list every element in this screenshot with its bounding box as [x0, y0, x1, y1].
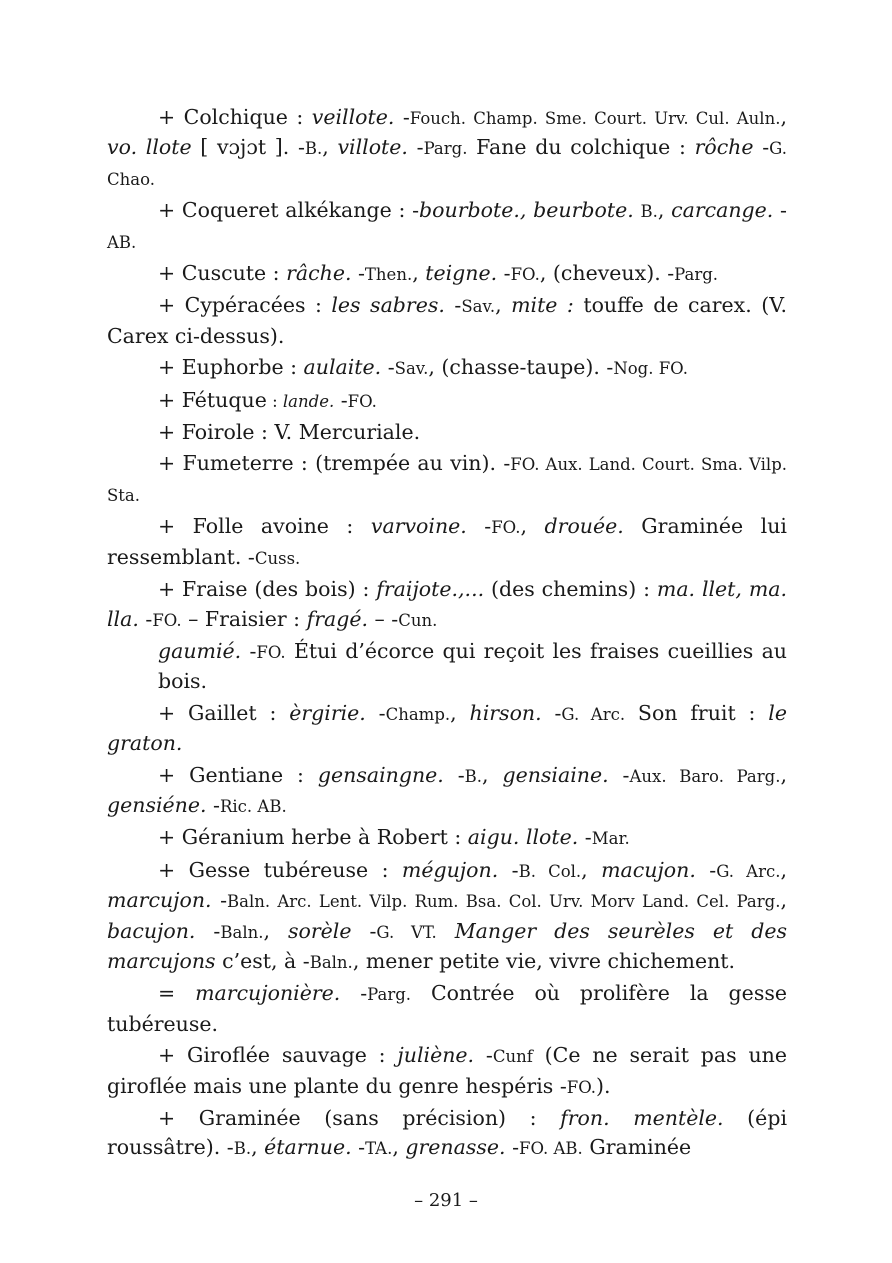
- entry-text: ,: [392, 1135, 406, 1160]
- dialect-term: fron. mentèle.: [560, 1106, 724, 1130]
- entry-folle-avoine: [107, 512, 787, 573]
- entry-text: Graminée: [582, 1135, 692, 1160]
- source-abbrev: AB.: [107, 232, 137, 252]
- entry-text: -: [206, 792, 220, 817]
- source-abbrev: B. Col.: [518, 861, 582, 881]
- entry-cyperacees: [107, 291, 787, 351]
- entry-text: -: [351, 918, 377, 943]
- entry-text: + Euphorbe :: [158, 355, 304, 380]
- entry-text: ,: [780, 105, 787, 129]
- dialect-term: fraijote.,...: [376, 577, 485, 602]
- dialect-term: mégujon.: [401, 857, 499, 882]
- entry-graminee: [107, 1104, 787, 1164]
- entry-text: ,: [263, 918, 288, 943]
- entry-text: + Cypéracées :: [158, 293, 332, 318]
- entry-text: ,: [482, 762, 503, 787]
- dialect-term: aigu. llote.: [467, 825, 579, 850]
- source-abbrev: G. Arc.: [561, 704, 626, 724]
- dialect-term: bacujon.: [107, 918, 196, 943]
- dialect-term: carcange.: [671, 198, 774, 223]
- source-abbrev: Cun.: [398, 610, 438, 630]
- entry-text: + Fraise (des bois) :: [158, 577, 377, 602]
- dialect-term: veillote.: [311, 105, 395, 129]
- entry-text: -: [241, 638, 257, 663]
- entry-text: + Coqueret alkékange : -: [158, 198, 420, 223]
- source-abbrev: FO.: [347, 391, 377, 411]
- entry-text: Son fruit :: [625, 700, 769, 725]
- entry-text: + Gaillet :: [158, 700, 290, 725]
- entry-euphorbe: [107, 353, 787, 383]
- dialect-term: gensiéne.: [107, 792, 207, 817]
- entry-text: -: [444, 293, 462, 318]
- entry-text: -: [407, 135, 424, 160]
- dialect-term: sorèle: [288, 918, 352, 943]
- dialect-term: ma. llet, ma. lla.: [107, 577, 787, 631]
- source-abbrev: Ric. AB.: [219, 796, 287, 816]
- entry-geranium: [107, 823, 787, 853]
- dialect-term: mite :: [511, 293, 574, 318]
- entry-text: =: [158, 981, 196, 1006]
- entry-text: -: [381, 355, 395, 380]
- source-abbrev: Baln.: [220, 922, 264, 942]
- entry-text: + Graminée (sans précision) :: [158, 1106, 561, 1130]
- source-abbrev: FO.: [566, 1077, 597, 1097]
- entry-text: -: [365, 700, 386, 725]
- entry-text: ,: [780, 857, 787, 882]
- source-abbrev: FO. Aux. Land. Court. Sma. Vilp. Sta.: [107, 455, 788, 505]
- source-abbrev: FO.: [152, 610, 182, 630]
- entry-giroflee: [107, 1041, 787, 1102]
- entry-gentiane: [107, 761, 787, 822]
- entry-text: ).: [596, 1073, 611, 1098]
- dialect-term: teigne.: [425, 261, 498, 286]
- source-abbrev: FO.: [256, 642, 286, 662]
- source-abbrev: TA.: [365, 1139, 393, 1159]
- page-number: – 291 –: [414, 1190, 478, 1211]
- source-abbrev: G. VT.: [376, 922, 437, 942]
- entry-text: ,: [495, 293, 512, 318]
- dialect-term: rôche: [694, 135, 754, 160]
- source-abbrev: Fouch. Champ. Sme. Court. Urv. Cul. Auln.: [409, 109, 781, 128]
- dialect-term: gensiaine.: [502, 762, 609, 787]
- source-abbrev: Then.: [364, 265, 413, 285]
- dialect-term: gensaingne.: [317, 762, 444, 787]
- source-abbrev: Parg.: [367, 985, 412, 1005]
- page-body: [107, 103, 787, 1166]
- entry-text: c’est, à -: [215, 948, 310, 973]
- entry-fraise: [107, 575, 787, 635]
- entry-text: ,: [450, 700, 470, 725]
- dialect-term: marcujon.: [107, 888, 212, 913]
- entry-text: , mener petite vie, vivre chichement.: [352, 948, 736, 973]
- entry-text: -: [351, 261, 365, 286]
- entry-text: [ vɔjɔt ]. -: [191, 135, 305, 160]
- entry-gesse-tubereuse: [107, 856, 787, 978]
- entry-text: -: [474, 1043, 493, 1068]
- dialect-term: aulaite.: [303, 355, 382, 380]
- source-abbrev: :: [266, 391, 283, 411]
- entry-text: ,: [780, 888, 787, 913]
- entry-cuscute: [107, 259, 787, 289]
- entry-fraise-continuation: [107, 637, 787, 697]
- entry-text: -: [578, 825, 592, 850]
- source-abbrev: FO.: [510, 265, 540, 285]
- dialect-term: fragé.: [306, 606, 369, 631]
- entry-text: -: [138, 606, 153, 631]
- entry-text: ,: [581, 857, 602, 882]
- dialect-term: étarnue.: [264, 1135, 352, 1160]
- dialect-term: juliène.: [397, 1043, 475, 1068]
- source-abbrev: B.: [464, 766, 483, 786]
- entry-text: (des chemins) :: [484, 577, 657, 602]
- source-abbrev: Aux. Baro. Parg.: [629, 766, 781, 786]
- entry-text: ,: [322, 135, 338, 160]
- entry-text: ,: [520, 514, 545, 539]
- entry-text: + Gesse tubéreuse :: [158, 857, 402, 882]
- dialect-term: drouée.: [544, 514, 624, 539]
- entry-text: + Foirole : V. Mercuriale.: [158, 420, 421, 445]
- entry-text: (Ce ne serait pas une giroflée mais une plante du genre hespéris -: [107, 1043, 788, 1098]
- entry-text: + Gentiane :: [158, 762, 318, 787]
- entry-text: + Fumeterre : (trempée au vin). -: [158, 451, 511, 476]
- dialect-term: villote.: [337, 135, 408, 160]
- entry-text: Contrée où prolifère la gesse tubéreuse.: [107, 981, 787, 1036]
- entry-text: -: [443, 762, 465, 787]
- dialect-term: Manger des seurèles et des marcujons: [107, 918, 787, 973]
- source-abbrev: Mar.: [591, 829, 630, 849]
- source-abbrev: Parg.: [674, 265, 719, 285]
- entry-text: -: [753, 135, 770, 160]
- entry-text: , (cheveux). -: [539, 261, 675, 286]
- source-abbrev: Parg.: [423, 139, 468, 159]
- entry-foirole: [107, 418, 787, 447]
- entry-text: [437, 919, 455, 943]
- entry-fetuque: [107, 386, 787, 416]
- source-abbrev: Baln. Arc. Lent. Vilp. Rum. Bsa. Col. Urv. Morv Land. Cel. Parg.: [227, 892, 781, 912]
- entry-text: – Fraisier :: [181, 606, 307, 631]
- entry-text: + Folle avoine :: [158, 514, 371, 539]
- dialect-term: vo. llote: [107, 135, 192, 160]
- entry-text: -: [505, 1135, 519, 1160]
- dialect-term: macujon.: [601, 857, 696, 882]
- entry-text: -: [351, 1135, 366, 1160]
- entry-text: touffe de carex. (V. Carex ci-dessus).: [107, 293, 787, 348]
- entry-text: – -: [368, 606, 399, 631]
- entry-text: Graminée lui ressemblant. -: [107, 514, 787, 569]
- entry-text: ,: [412, 261, 426, 286]
- entry-text: -: [340, 981, 368, 1006]
- dialect-term: hirson.: [469, 700, 542, 725]
- entry-text: + Giroflée sauvage :: [158, 1043, 398, 1068]
- entry-text: -: [773, 198, 787, 223]
- entry-text: Fane du colchique :: [467, 135, 695, 160]
- source-abbrev: Cuss.: [254, 548, 301, 568]
- entry-text: , (chasse-taupe). -: [428, 355, 614, 380]
- dialect-term: le graton.: [107, 700, 787, 756]
- dialect-term: marcujonière.: [195, 981, 341, 1006]
- entry-text: -: [497, 261, 511, 286]
- dialect-term: les sabres.: [331, 293, 445, 318]
- dialect-term: râche.: [286, 261, 352, 286]
- dialect-term: èrgirie.: [289, 700, 366, 725]
- entry-text: -: [466, 514, 492, 539]
- entry-gaillet: [107, 699, 787, 759]
- source-abbrev: Champ.: [385, 704, 451, 724]
- entry-text: + Géranium herbe à Robert :: [158, 825, 468, 850]
- entry-text: -: [394, 105, 410, 129]
- source-abbrev: FO.: [491, 518, 521, 538]
- entry-colchique: [107, 103, 787, 194]
- source-abbrev: Sav.: [461, 297, 496, 317]
- entry-coqueret: [107, 196, 787, 257]
- dialect-term: bourbote., beurbote.: [419, 198, 634, 223]
- dialect-term: gaumié.: [158, 638, 242, 663]
- dialect-term: lande.: [282, 391, 335, 411]
- entry-text: ,: [251, 1135, 265, 1160]
- entry-text: -: [211, 888, 228, 913]
- entry-text: -: [608, 762, 630, 787]
- dialect-term: varvoine.: [370, 514, 467, 539]
- source-abbrev: B.: [640, 202, 658, 222]
- entry-text: ,: [780, 762, 787, 787]
- source-abbrev: Nog. FO.: [613, 359, 688, 379]
- entry-text: + Fétuque: [158, 387, 267, 412]
- source-abbrev: Sav.: [394, 359, 429, 379]
- source-abbrev: Baln.: [309, 952, 353, 972]
- entry-text: -: [195, 918, 221, 943]
- entry-text: -: [541, 700, 562, 725]
- entry-text: + Cuscute :: [158, 261, 287, 286]
- source-abbrev: Cunf: [492, 1047, 533, 1067]
- entry-text: ,: [657, 198, 672, 223]
- entry-text: + Colchique :: [158, 105, 312, 129]
- dialect-term: grenasse.: [405, 1135, 506, 1160]
- source-abbrev: FO. AB.: [519, 1139, 583, 1159]
- entry-text: -: [334, 387, 348, 412]
- source-abbrev: B.: [233, 1139, 252, 1159]
- entry-text: -: [695, 857, 717, 882]
- source-abbrev: G. Chao.: [107, 139, 787, 189]
- entry-text: Étui d’écorce qui reçoit les fraises cueillies au bois.: [158, 638, 787, 694]
- source-abbrev: B.: [304, 139, 323, 159]
- source-abbrev: G. Arc.: [716, 861, 781, 881]
- entry-text: (épi roussâtre). -: [107, 1106, 787, 1160]
- entry-fumeterre: [107, 449, 787, 510]
- entry-marcujoniere: [107, 979, 787, 1039]
- entry-text: -: [498, 857, 519, 882]
